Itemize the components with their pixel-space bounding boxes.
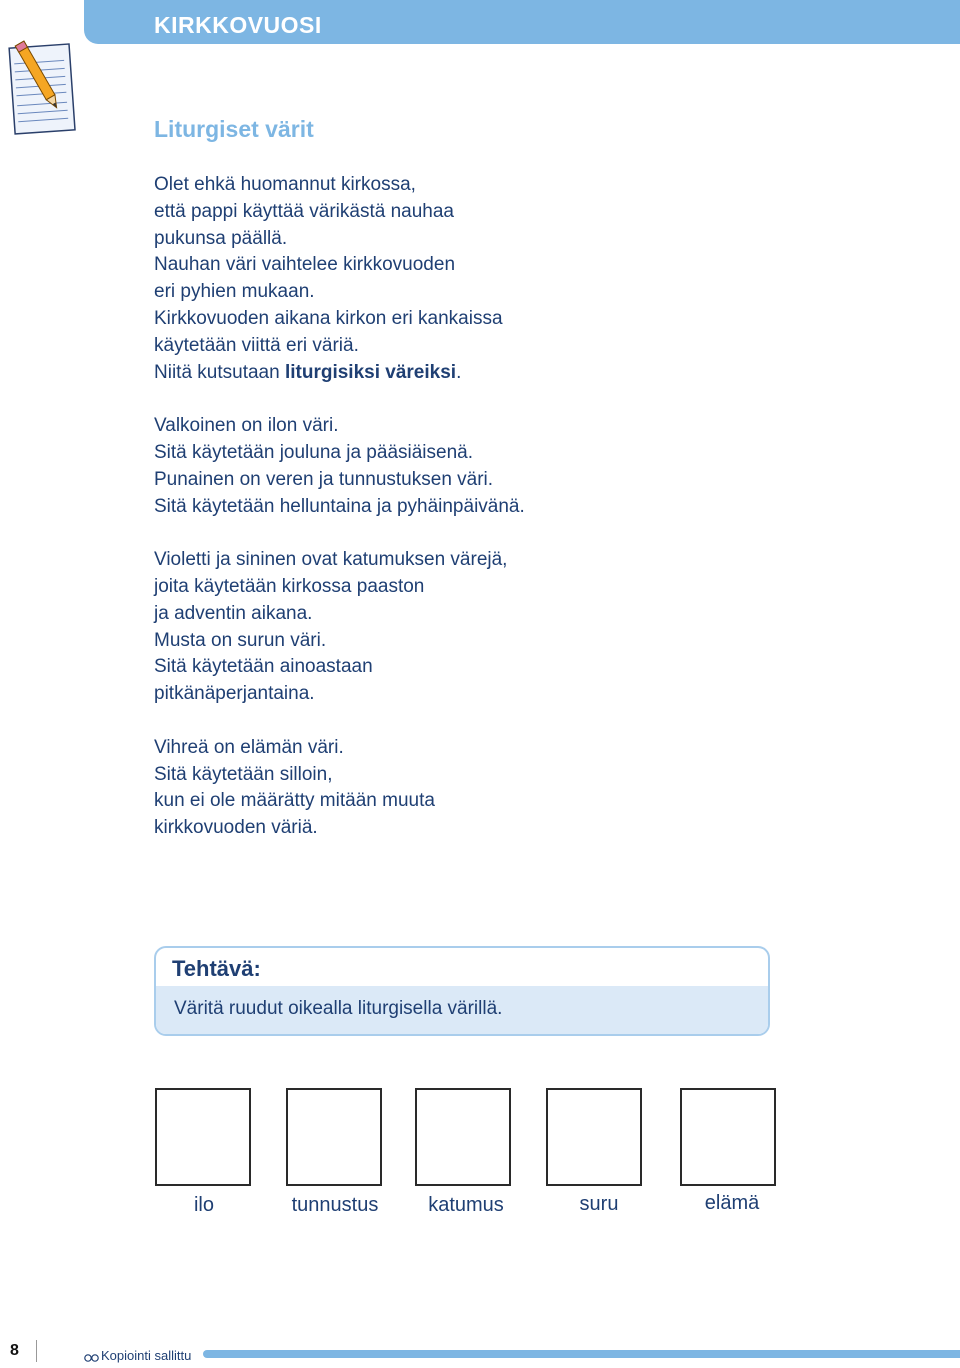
text-fragment: .	[456, 361, 462, 383]
text-line: Vihreä on elämän väri.	[154, 736, 344, 758]
color-label-tunnustus: tunnustus	[291, 1194, 379, 1216]
section-heading: Liturgiset värit	[154, 116, 314, 142]
text-line: ja adventin aikana.	[154, 602, 313, 624]
text-line: Punainen on veren ja tunnustuksen väri.	[154, 468, 494, 490]
color-label-ilo: ilo	[193, 1194, 214, 1216]
task-instruction-band	[156, 986, 768, 1036]
text-line: eri pyhien mukaan.	[154, 281, 315, 303]
text-line: Sitä käytetään helluntaina ja pyhäinpäivänä.	[154, 495, 525, 517]
text-line: Violetti ja sininen ovat katumuksen värejä,	[154, 549, 508, 571]
color-box-suru[interactable]	[546, 1088, 642, 1186]
color-label-suru: suru	[579, 1193, 619, 1215]
color-box-tunnustus[interactable]	[286, 1088, 382, 1186]
text-line: pukunsa päällä.	[154, 227, 288, 249]
task-box	[154, 946, 770, 1036]
task-title: Tehtävä:	[172, 956, 261, 981]
body-text	[154, 172, 794, 842]
text-line: kun ei ole määrätty mitään muuta	[154, 790, 435, 812]
page-number: 8	[10, 1342, 19, 1359]
footer-bar	[203, 1350, 960, 1358]
text-line: Olet ehkä huomannut kirkossa,	[154, 174, 416, 195]
text-line: Sitä käytetään ainoastaan	[154, 656, 373, 678]
text-line: että pappi käyttää värikästä nauhaa	[154, 200, 454, 222]
text-line: Kirkkovuoden aikana kirkon eri kankaissa	[154, 307, 503, 329]
page-header-title: KIRKKOVUOSI	[154, 12, 322, 38]
text-line: Valkoinen on ilon väri.	[154, 415, 339, 437]
footer-divider	[36, 1340, 37, 1362]
text-line: Musta on surun väri.	[154, 629, 327, 651]
color-box-ilo[interactable]	[155, 1088, 251, 1186]
circles-icon	[84, 1350, 100, 1368]
copy-permission-text: Kopiointi sallittu	[101, 1348, 192, 1363]
color-box-elama[interactable]	[680, 1088, 776, 1186]
bold-term: liturgisiksi väreiksi	[284, 361, 457, 383]
text-line: Sitä käytetään jouluna ja pääsiäisenä.	[154, 441, 474, 463]
text-fragment: Niitä kutsutaan	[154, 361, 285, 383]
color-box-katumus[interactable]	[415, 1088, 511, 1186]
text-line: pitkänäperjantaina.	[154, 683, 315, 705]
color-label-katumus: katumus	[428, 1194, 504, 1216]
task-instruction: Väritä ruudut oikealla liturgisella värillä.	[174, 998, 503, 1019]
text-line: Nauhan väri vaihtelee kirkkovuoden	[154, 254, 456, 276]
text-line: käytetään viittä eri väriä.	[154, 334, 359, 356]
text-line: kirkkovuoden väriä.	[154, 817, 318, 839]
notepad-pencil-icon	[6, 38, 78, 141]
text-line: Sitä käytetään silloin,	[154, 763, 333, 785]
text-line	[154, 360, 794, 387]
text-line: joita käytetään kirkossa paaston	[154, 575, 425, 597]
color-label-elama: elämä	[704, 1192, 760, 1214]
